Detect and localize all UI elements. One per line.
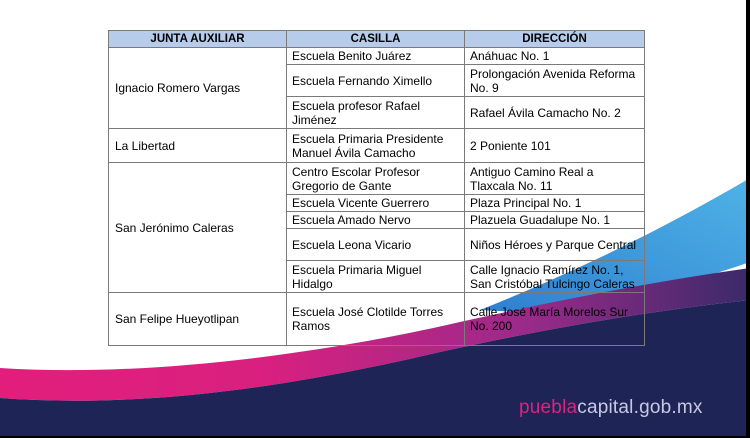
table-row: [109, 129, 645, 163]
direccion-cell: Calle Ignacio Ramírez No. 1, San Cristóbal Tulcingo Caleras: [465, 261, 645, 293]
casilla-cell: Escuela Fernando Ximello: [287, 65, 465, 97]
table-row: [109, 163, 645, 195]
junta-cell: San Felipe Hueyotlipan: [109, 293, 287, 346]
casilla-cell: Escuela Leona Vicario: [287, 229, 465, 261]
brand-part-1: puebla: [519, 397, 578, 418]
table-row: [109, 48, 645, 65]
casilla-cell: Escuela Vicente Guerrero: [287, 195, 465, 212]
header-casilla: CASILLA: [287, 31, 465, 48]
casilla-cell: Escuela Benito Juárez: [287, 48, 465, 65]
direccion-cell: Niños Héroes y Parque Central: [465, 229, 645, 261]
direccion-cell: Plazuela Guadalupe No. 1: [465, 212, 645, 229]
direccion-cell: Antiguo Camino Real a Tlaxcala No. 11: [465, 163, 645, 195]
direccion-cell: Plaza Principal No. 1: [465, 195, 645, 212]
right-frame-bar: [746, 0, 750, 438]
table-row: [109, 293, 645, 346]
direccion-cell: Rafael Ávila Camacho No. 2: [465, 97, 645, 129]
header-junta-auxiliar: JUNTA AUXILIAR: [109, 31, 287, 48]
website-url[interactable]: [519, 397, 703, 419]
brand-part-2: capital.gob.mx: [577, 397, 703, 418]
direccion-cell: Prolongación Avenida Reforma No. 9: [465, 65, 645, 97]
casilla-cell: Escuela Primaria Presidente Manuel Ávila Camacho: [287, 129, 465, 163]
direccion-cell: Calle José María Morelos Sur No. 200: [465, 293, 645, 346]
casilla-cell: Escuela Amado Nervo: [287, 212, 465, 229]
casilla-cell: Escuela profesor Rafael Jiménez: [287, 97, 465, 129]
junta-cell: San Jerónimo Caleras: [109, 163, 287, 293]
casilla-cell: Centro Escolar Profesor Gregorio de Gante: [287, 163, 465, 195]
direccion-cell: 2 Poniente 101: [465, 129, 645, 163]
casilla-cell: Escuela Primaria Miguel Hidalgo: [287, 261, 465, 293]
direccion-cell: Anáhuac No. 1: [465, 48, 645, 65]
junta-cell: Ignacio Romero Vargas: [109, 48, 287, 129]
table-header-row: [109, 31, 645, 48]
polling-places-table: [108, 30, 645, 346]
header-direccion: DIRECCIÓN: [465, 31, 645, 48]
casilla-cell: Escuela José Clotilde Torres Ramos: [287, 293, 465, 346]
junta-cell: La Libertad: [109, 129, 287, 163]
